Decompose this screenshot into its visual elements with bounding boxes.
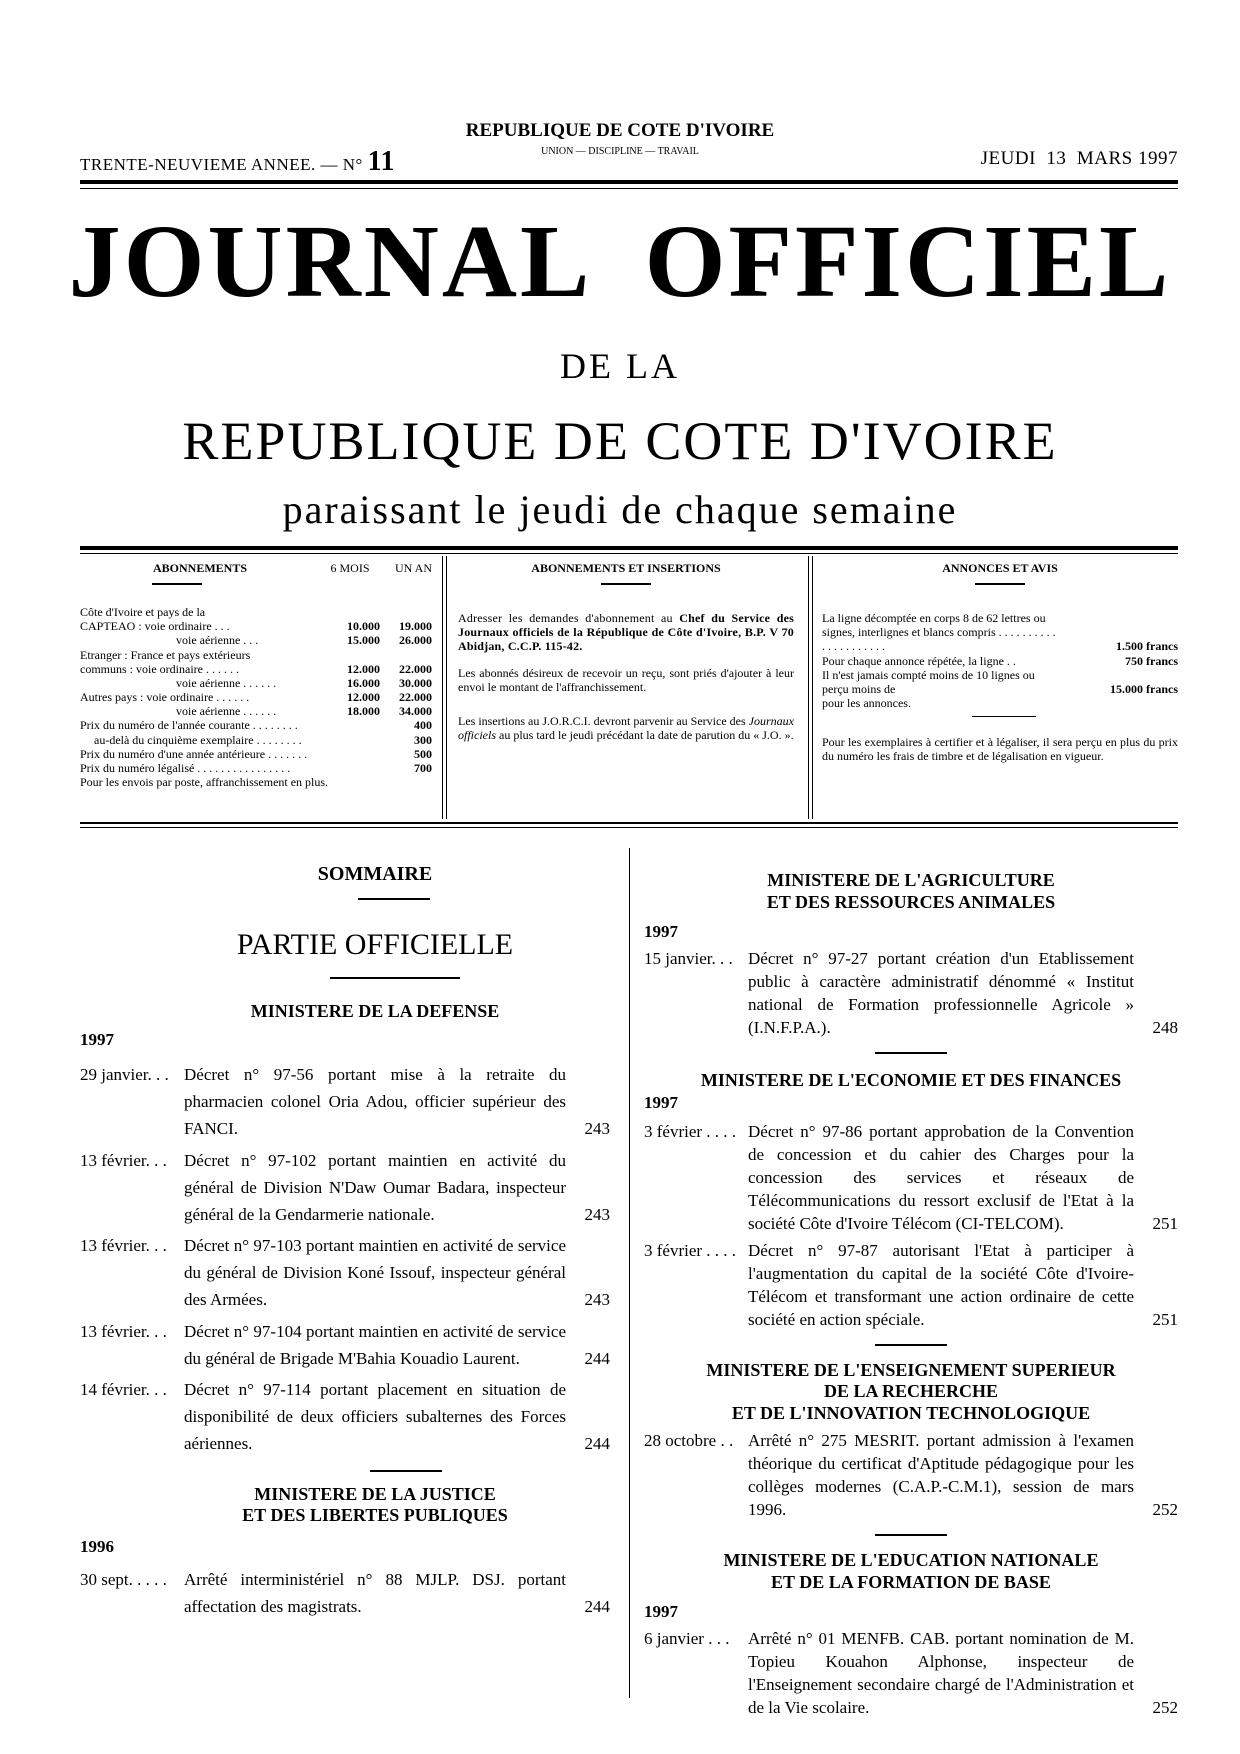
entry-text: Décret n° 97-103 portant maintien en activité de service du général de Division Koné Issouf, inspecteur général des Armées. [184, 1236, 566, 1310]
tarif-minimum [822, 668, 1178, 696]
education-entries [644, 1628, 1178, 1720]
entry-date: 3 février . . . . [644, 1240, 737, 1260]
entry-date: 13 février. . . [80, 1236, 167, 1256]
tarif-label: Prix du numéro de l'année courante . . . . . . . . [80, 718, 298, 733]
tarif-row [80, 648, 432, 662]
entry-page: 244 [584, 1597, 610, 1617]
tarif-price: 22.000 [399, 690, 432, 705]
economie-entries [644, 1121, 1178, 1331]
tarif-price: 400 [414, 718, 432, 733]
insertions-column [458, 561, 794, 742]
box-top-rule-thin [80, 553, 1178, 554]
tarif-price: 26.000 [399, 633, 432, 648]
toc-entry [80, 1566, 610, 1620]
tarif-price: 300 [414, 732, 432, 747]
box-divider [812, 556, 813, 819]
tarif-row [80, 761, 432, 775]
tarif-label: CAPTEAO : voie ordinaire . . . [80, 619, 230, 634]
agriculture-entries [644, 948, 1178, 1040]
entry-page: 243 [584, 1290, 610, 1310]
toc-entry [80, 1061, 610, 1143]
edition-line [80, 146, 395, 178]
abonnements-heading: ABONNEMENTS [152, 561, 247, 575]
masthead-tagline: paraissant le jeudi de chaque semaine [282, 487, 958, 532]
year-label: 1997 [644, 1093, 678, 1113]
tarif-row [80, 733, 432, 747]
year-label: 1996 [80, 1536, 114, 1556]
insertions-para-2: Les abonnés désireux de recevoir un reçu, sont priés d'ajouter à leur envoi le montant de l'affranchissement. [458, 665, 794, 694]
toc-entry [80, 1318, 610, 1372]
header-rule-thin [80, 188, 1178, 189]
tarif-repetee [822, 654, 1178, 668]
toc-entry [80, 1232, 610, 1314]
national-motto: UNION — DISCIPLINE — TRAVAIL [541, 146, 699, 157]
toc-entry [644, 1430, 1178, 1522]
tarif-price: 19.000 [399, 619, 432, 634]
tarif-ligne [822, 611, 1178, 653]
insertions-heading: ABONNEMENTS ET INSERTIONS [531, 561, 721, 575]
tarif-price [380, 648, 432, 662]
col-6mois: 6 MOIS [330, 561, 370, 575]
tarif-label: voie aérienne . . . . . . [176, 675, 277, 690]
entry-page: 252 [1152, 1698, 1178, 1718]
tarif-price: 18.000 [347, 704, 380, 719]
tarif-label: Pour chaque annonce répétée, la ligne . . [822, 653, 1016, 668]
para-text: Les insertions au J.O.R.C.I. devront parvenir au Service des [458, 713, 749, 728]
justice-entries [80, 1566, 610, 1620]
col-unan: UN AN [394, 561, 432, 575]
year-label: 1997 [644, 1602, 678, 1622]
tarif-value: 15.000 francs [1110, 681, 1178, 696]
masthead-de-la: DE LA [560, 346, 680, 386]
sommaire-right-column [644, 870, 1178, 1722]
box-divider [442, 556, 443, 819]
entry-date: 28 octobre . . [644, 1431, 734, 1451]
tarif-label: Prix du numéro légalisé . . . . . . . . . . . . . . . . [80, 760, 291, 775]
tarif-label: Prix du numéro d'une année antérieure . . . . . . . [80, 746, 308, 761]
ministry-education: MINISTERE DE L'EDUCATION NATIONALE ET DE LA FORMATION DE BASE [723, 1550, 1099, 1592]
sommaire-left-column [80, 858, 610, 1622]
tarif-label: La ligne décomptée en corps 8 de 62 lettres ou signes, interlignes et blancs compris . . . . . . . . . . . . . . . . . . . . . [822, 611, 1056, 654]
annonces-heading: ANNONCES ET AVIS [942, 561, 1058, 575]
ministry-justice: MINISTERE DE LA JUSTICE ET DES LIBERTES PUBLIQUES [242, 1483, 508, 1526]
section-rule [370, 1470, 442, 1472]
entry-text: Arrêté interministériel n° 88 MJLP. DSJ. portant affectation des magistrats. [184, 1569, 566, 1617]
partie-rule [330, 977, 460, 979]
box-divider [446, 556, 447, 819]
tarif-label: au-delà du cinquième exemplaire . . . . . . . . [94, 732, 302, 747]
entry-date: 29 janvier. . . [80, 1064, 169, 1084]
tarif-price [328, 718, 380, 732]
box-top-rule [80, 546, 1178, 550]
entry-text: Décret n° 97-56 portant mise à la retraite du pharmacien colonel Oria Adou, officier supérieur des FANCI. [184, 1064, 566, 1139]
sommaire-title: SOMMAIRE [317, 863, 433, 885]
partie-officielle: PARTIE OFFICIELLE [236, 928, 514, 961]
toc-entry [80, 1147, 610, 1229]
entry-text: Décret n° 97-86 portant approbation de la Convention de concession et du cahier des Charges pour la concession des services et réseaux de Télécommunications du ressort exclusif de l'Etat à la société Côte d'Ivoire Télécom (CI-TELCOM). [748, 1122, 1134, 1233]
entry-text: Décret n° 97-104 portant maintien en activité de service du général de Brigade M'Bahia Kouadio Laurent. [184, 1321, 566, 1368]
tarif-label: Etranger : France et pays extérieurs [80, 647, 251, 662]
tarif-note: pour les annonces. [822, 696, 911, 711]
entry-text: Décret n° 97-102 portant maintien en activité du général de Division N'Daw Oumar Badara, inspecteur général de la Gendarmerie nationale. [184, 1150, 566, 1224]
entry-text: Décret n° 97-87 autorisant l'Etat à participer à l'augmentation du capital de la société Côte d'Ivoire-Télécom et transformant une action ordinaire de cette société en action spéciale. [748, 1240, 1134, 1329]
annonces-legalisation: Pour les exemplaires à certifier et à légaliser, il sera perçu en plus du prix du numéro les frais de timbre et de légalisation en vigueur. [822, 735, 1178, 764]
tarif-price: 34.000 [399, 704, 432, 719]
section-rule [875, 1052, 947, 1054]
tarif-price: 500 [414, 746, 432, 761]
entry-page: 252 [1152, 1500, 1178, 1520]
masthead-country: REPUBLIQUE DE COTE D'IVOIRE [182, 411, 1058, 471]
entry-date: 14 février. . . [80, 1380, 167, 1400]
issue-date: JEUDI 13 MARS 1997 [980, 148, 1178, 169]
tarif-label: Côte d'Ivoire et pays de la [80, 605, 206, 620]
tarif-row [80, 690, 432, 704]
para-italic: Journaux officiels [458, 713, 794, 743]
section-rule [875, 1534, 947, 1536]
toc-entry [80, 1376, 610, 1458]
tarif-label: Autres pays : voie ordinaire . . . . . . [80, 690, 250, 705]
entry-date: 13 février. . . [80, 1150, 167, 1170]
entry-page: 251 [1152, 1309, 1178, 1329]
tarif-row [80, 662, 432, 676]
tarif-price: 16.000 [347, 675, 380, 690]
toc-entry [644, 1628, 1178, 1720]
tarif-price: 22.000 [399, 661, 432, 676]
para-text: au plus tard le jeudi précédant la date de parution du « J.O. ». [496, 728, 794, 743]
tarif-price [328, 605, 380, 619]
tarif-price: 15.000 [347, 633, 380, 648]
tarif-price [380, 605, 432, 619]
abonnements-footer: Pour les envois par poste, affranchissement en plus. [80, 775, 329, 790]
tarif-label: communs : voie ordinaire . . . . . . [80, 661, 239, 676]
entry-date: 3 février . . . . [644, 1122, 737, 1142]
entry-page: 244 [584, 1434, 610, 1454]
tarif-price [328, 648, 380, 662]
tarif-row [80, 633, 432, 647]
abonnements-column [80, 561, 432, 789]
tarif-price [328, 761, 380, 775]
entry-text: Arrêté n° 275 MESRIT. portant admission à l'examen théorique du certificat d'Aptitude pédagogique pour les collèges modernes (C.A.P.-C.M.1), session de mars 1996. [748, 1431, 1134, 1520]
entry-date: 6 janvier . . . [644, 1629, 730, 1649]
tarif-price: 12.000 [347, 690, 380, 705]
entry-page: 244 [584, 1348, 610, 1368]
entry-text: Arrêté n° 01 MENFB. CAB. portant nomination de M. Topieu Kouahon Alphonse, inspecteur de l'Enseignement secondaire chargé de l'Administration et de la Vie scolaire. [748, 1629, 1134, 1718]
tarif-price: 30.000 [399, 675, 432, 690]
box-divider [808, 556, 809, 819]
ministry-enseignement: MINISTERE DE L'ENSEIGNEMENT SUPERIEUR DE LA RECHERCHE ET DE L'INNOVATION TECHNOLOGIQUE [706, 1359, 1116, 1423]
issue-number: 11 [367, 146, 396, 177]
tarif-row [80, 704, 432, 718]
entry-page: 243 [584, 1119, 610, 1139]
entry-page: 248 [1152, 1017, 1178, 1037]
tarif-row [80, 619, 432, 633]
journal-title: JOURNAL OFFICIEL [68, 204, 1172, 319]
tarif-value: 1.500 francs [1116, 639, 1178, 654]
tarif-row [80, 676, 432, 690]
section-rule [875, 1344, 947, 1346]
tarif-row [80, 718, 432, 732]
year-label: 1997 [80, 1029, 114, 1049]
ministry-economie: MINISTERE DE L'ECONOMIE ET DES FINANCES [700, 1069, 1122, 1090]
tarif-row [80, 605, 432, 619]
header-rule [80, 180, 1178, 184]
sommaire-rule [358, 898, 430, 900]
insertions-para-1 [458, 611, 794, 653]
tarif-price [328, 733, 380, 747]
entry-date: 15 janvier. . . [644, 949, 733, 969]
tarif-label: voie aérienne . . . [176, 633, 259, 648]
box-bottom-rule-thin [80, 827, 1178, 828]
entry-page: 251 [1152, 1213, 1178, 1233]
entry-text: Décret n° 97-114 portant placement en situation de disponibilité de deux officiers subalternes des Forces aériennes. [184, 1380, 566, 1454]
entry-date: 13 février. . . [80, 1321, 167, 1341]
entry-page: 243 [584, 1204, 610, 1224]
enseignement-entries [644, 1430, 1178, 1522]
tarif-value: 750 francs [1125, 653, 1178, 668]
tarif-price: 700 [414, 760, 432, 775]
toc-entry [644, 948, 1178, 1040]
service-address: Chef du Service des Journaux officiels de la République de Côte d'Ivoire, B.P. V 70 Abidjan, C.C.P. 115-42. [458, 611, 794, 654]
tarif-row [80, 747, 432, 761]
entry-text: Décret n° 97-27 portant création d'un Etablissement public à caractère administratif dénommé « Institut national de Formation professionnelle Agricole » (I.N.F.P.A.). [748, 949, 1134, 1037]
entry-date: 30 sept. . . . . [80, 1569, 167, 1589]
ministry-agriculture: MINISTERE DE L'AGRICULTURE ET DES RESSOURCES ANIMALES [766, 870, 1056, 912]
insertions-para-3 [458, 714, 794, 742]
tarif-price: 12.000 [347, 661, 380, 676]
tarif-price [328, 747, 380, 761]
ministry-defense: MINISTERE DE LA DEFENSE [250, 1001, 500, 1021]
toc-entry [644, 1240, 1178, 1332]
annonces-column [822, 561, 1178, 764]
tarif-price: 10.000 [347, 619, 380, 634]
para-text: Adresser les demandes d'abonnement au [458, 611, 680, 626]
abonnements-table [80, 605, 432, 775]
edition-label: TRENTE-NEUVIEME ANNEE. — N° [80, 155, 363, 174]
republic-name: REPUBLIQUE DE COTE D'IVOIRE [465, 120, 775, 141]
defense-entries [80, 1061, 610, 1458]
toc-entry [644, 1121, 1178, 1236]
tarif-label: Il n'est jamais compté moins de 10 lignes ou perçu moins de [822, 667, 1035, 696]
year-label: 1997 [644, 922, 678, 942]
tarif-label: voie aérienne . . . . . . [176, 704, 277, 719]
box-bottom-rule [80, 822, 1178, 824]
column-divider [629, 848, 630, 1698]
republic-header [420, 120, 820, 157]
